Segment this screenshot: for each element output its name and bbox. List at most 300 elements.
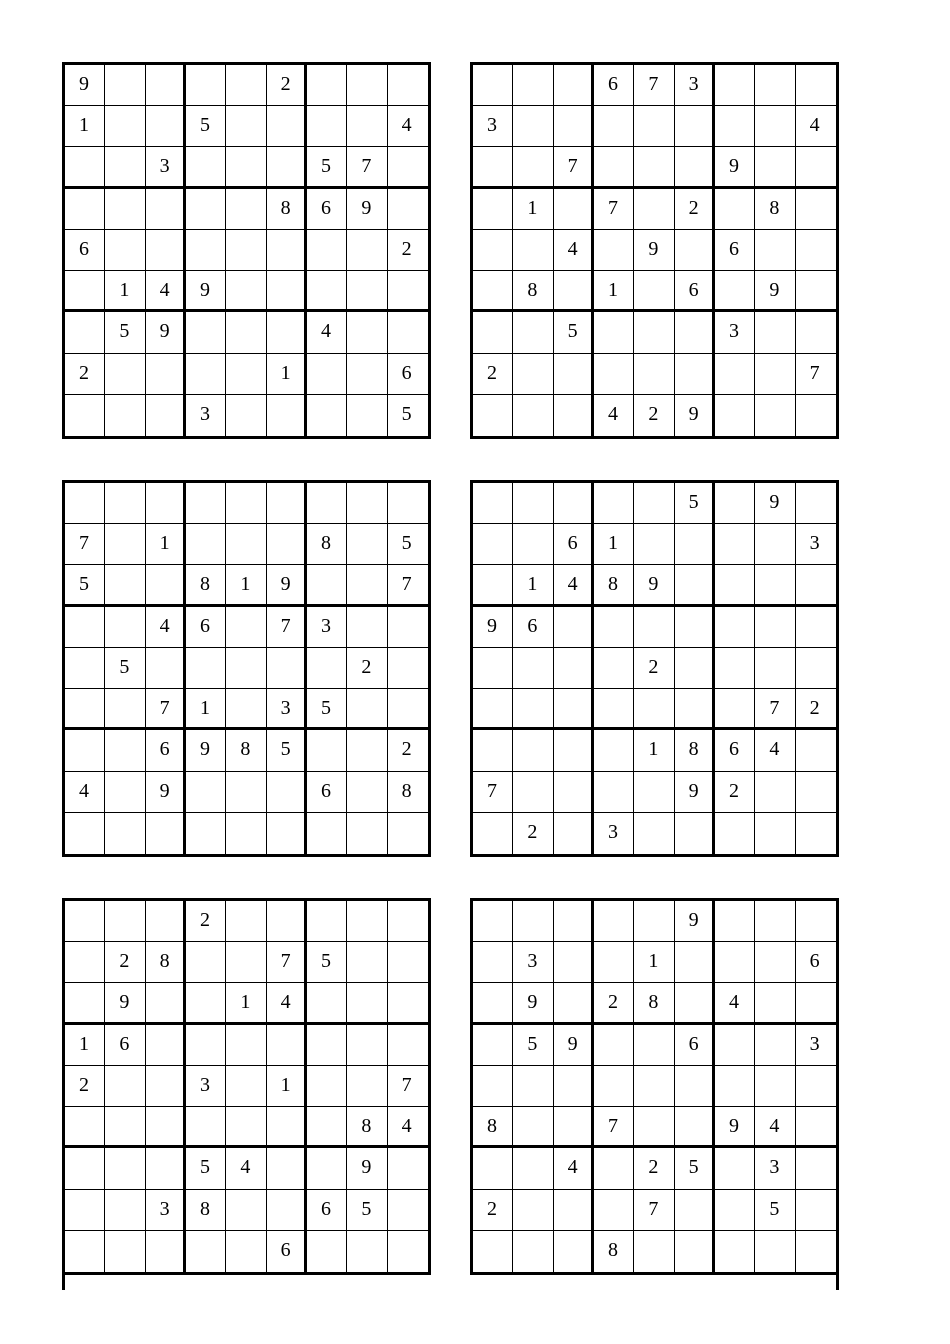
sudoku-cell	[554, 1107, 594, 1148]
sudoku-cell	[473, 189, 513, 230]
sudoku-cell	[513, 1148, 553, 1189]
sudoku-cell	[513, 689, 553, 730]
sudoku-cell: 9	[473, 607, 513, 648]
sudoku-cell	[796, 772, 836, 813]
sudoku-cell	[105, 607, 145, 648]
sudoku-cell: 6	[146, 730, 186, 771]
sudoku-cell	[226, 271, 266, 312]
sudoku-cell	[675, 1066, 715, 1107]
sudoku-cell	[347, 230, 387, 271]
sudoku-cell: 5	[307, 942, 347, 983]
sudoku-cell: 7	[65, 524, 105, 565]
sudoku-cell	[186, 1231, 226, 1272]
sudoku-cell	[796, 230, 836, 271]
sudoku-cell	[675, 565, 715, 606]
sudoku-cell: 9	[347, 1148, 387, 1189]
sudoku-cell: 9	[675, 395, 715, 436]
sudoku-cell: 6	[554, 524, 594, 565]
sudoku-cell	[146, 106, 186, 147]
sudoku-cell: 3	[755, 1148, 795, 1189]
sudoku-cell: 3	[267, 689, 307, 730]
sudoku-cell: 2	[513, 813, 553, 854]
sudoku-cell	[65, 648, 105, 689]
sudoku-cell: 9	[267, 565, 307, 606]
sudoku-cell	[554, 607, 594, 648]
sudoku-cell	[755, 1231, 795, 1272]
sudoku-cell	[715, 271, 755, 312]
sudoku-cell: 5	[307, 689, 347, 730]
sudoku-cell	[594, 106, 634, 147]
sudoku-cell: 2	[388, 730, 428, 771]
sudoku-cell	[65, 607, 105, 648]
sudoku-cell	[513, 772, 553, 813]
sudoku-cell: 2	[675, 189, 715, 230]
sudoku-cell	[513, 230, 553, 271]
sudoku-cell	[226, 813, 266, 854]
sudoku-cell	[226, 607, 266, 648]
sudoku-cell	[634, 106, 674, 147]
sudoku-cell: 2	[634, 1148, 674, 1189]
sudoku-cell	[146, 354, 186, 395]
sudoku-cell	[146, 813, 186, 854]
sudoku-cell	[226, 1231, 266, 1272]
sudoku-cell	[226, 772, 266, 813]
sudoku-cell: 7	[267, 942, 307, 983]
sudoku-cell: 1	[226, 983, 266, 1024]
sudoku-cell: 6	[675, 271, 715, 312]
sudoku-cell	[473, 483, 513, 524]
sudoku-cell: 8	[186, 1190, 226, 1231]
sudoku-cell	[796, 65, 836, 106]
sudoku-cell	[186, 189, 226, 230]
sudoku-cell	[796, 565, 836, 606]
sudoku-cell: 1	[513, 565, 553, 606]
sudoku-cell: 3	[186, 395, 226, 436]
sudoku-cell	[473, 524, 513, 565]
sudoku-cell	[105, 189, 145, 230]
sudoku-cell: 7	[267, 607, 307, 648]
sudoku-cell	[513, 1190, 553, 1231]
sudoku-cell	[755, 565, 795, 606]
sudoku-cell	[267, 395, 307, 436]
sudoku-cell: 2	[347, 648, 387, 689]
sudoku-cell: 6	[715, 230, 755, 271]
sudoku-cell	[513, 106, 553, 147]
sudoku-cell	[675, 983, 715, 1024]
sudoku-cell: 7	[594, 1107, 634, 1148]
sudoku-cell	[675, 1107, 715, 1148]
sudoku-cell	[347, 565, 387, 606]
sudoku-cell: 9	[347, 189, 387, 230]
sudoku-cell	[388, 1025, 428, 1066]
sudoku-cell	[186, 1025, 226, 1066]
sudoku-cell	[594, 648, 634, 689]
sudoku-cell	[347, 901, 387, 942]
sudoku-cell: 7	[796, 354, 836, 395]
sudoku-cell	[715, 648, 755, 689]
sudoku-cell	[755, 65, 795, 106]
sudoku-cell	[226, 1190, 266, 1231]
sudoku-cell	[675, 230, 715, 271]
sudoku-cell: 1	[267, 1066, 307, 1107]
grid-edge-stub-left	[62, 1274, 65, 1290]
sudoku-cell	[634, 271, 674, 312]
sudoku-cell: 9	[146, 312, 186, 353]
sudoku-cell	[388, 813, 428, 854]
sudoku-cell: 8	[307, 524, 347, 565]
sudoku-cell: 4	[388, 106, 428, 147]
sudoku-cell	[755, 901, 795, 942]
sudoku-cell	[594, 942, 634, 983]
sudoku-cell	[347, 271, 387, 312]
sudoku-cell: 4	[715, 983, 755, 1024]
sudoku-cell: 2	[105, 942, 145, 983]
sudoku-cell	[715, 689, 755, 730]
sudoku-cell: 2	[594, 983, 634, 1024]
sudoku-cell: 9	[146, 772, 186, 813]
sudoku-cell: 8	[594, 565, 634, 606]
sudoku-cell: 3	[473, 106, 513, 147]
sudoku-cell	[105, 230, 145, 271]
sudoku-cell	[226, 65, 266, 106]
sudoku-cell: 1	[105, 271, 145, 312]
sudoku-cell	[105, 395, 145, 436]
sudoku-cell	[307, 483, 347, 524]
sudoku-cell: 7	[594, 189, 634, 230]
sudoku-cell	[473, 648, 513, 689]
sudoku-cell	[267, 1190, 307, 1231]
sudoku-cell	[307, 1107, 347, 1148]
sudoku-cell	[554, 483, 594, 524]
sudoku-cell	[513, 1066, 553, 1107]
sudoku-cell: 9	[513, 983, 553, 1024]
sudoku-cell	[388, 483, 428, 524]
sudoku-cell: 7	[755, 689, 795, 730]
sudoku-cell	[65, 689, 105, 730]
sudoku-cell: 9	[634, 230, 674, 271]
sudoku-cell	[594, 483, 634, 524]
sudoku-cell	[307, 901, 347, 942]
sudoku-cell	[105, 354, 145, 395]
sudoku-cell	[347, 813, 387, 854]
sudoku-cell	[307, 813, 347, 854]
sudoku-cell	[267, 1148, 307, 1189]
sudoku-cell	[513, 354, 553, 395]
sudoku-cell: 8	[513, 271, 553, 312]
sudoku-cell	[554, 772, 594, 813]
sudoku-cell: 9	[755, 271, 795, 312]
sudoku-cell	[715, 189, 755, 230]
sudoku-cell	[307, 1231, 347, 1272]
sudoku-cell: 7	[146, 689, 186, 730]
sudoku-cell	[65, 983, 105, 1024]
sudoku-cell	[675, 648, 715, 689]
sudoku-cell	[594, 1066, 634, 1107]
sudoku-cell	[65, 813, 105, 854]
sudoku-cell: 5	[267, 730, 307, 771]
sudoku-cell	[755, 607, 795, 648]
sudoku-cell: 3	[513, 942, 553, 983]
sudoku-cell	[594, 230, 634, 271]
sudoku-cell	[554, 354, 594, 395]
sudoku-cell	[796, 813, 836, 854]
sudoku-cell: 1	[146, 524, 186, 565]
sudoku-cell: 1	[267, 354, 307, 395]
sudoku-cell	[513, 524, 553, 565]
sudoku-cell	[186, 813, 226, 854]
sudoku-cell	[347, 106, 387, 147]
sudoku-cell	[388, 1231, 428, 1272]
sudoku-cell	[186, 483, 226, 524]
sudoku-cell	[473, 730, 513, 771]
sudoku-cell	[554, 901, 594, 942]
sudoku-cell	[267, 271, 307, 312]
sudoku-cell: 3	[146, 1190, 186, 1231]
sudoku-cell	[715, 1231, 755, 1272]
sudoku-cell	[473, 230, 513, 271]
sudoku-cell	[267, 106, 307, 147]
sudoku-cell: 7	[634, 1190, 674, 1231]
sudoku-cell	[796, 189, 836, 230]
sudoku-cell	[634, 312, 674, 353]
sudoku-cell	[554, 983, 594, 1024]
sudoku-cell: 6	[186, 607, 226, 648]
sudoku-cell: 3	[307, 607, 347, 648]
sudoku-cell	[146, 1025, 186, 1066]
sudoku-cell	[186, 230, 226, 271]
sudoku-cell: 4	[594, 395, 634, 436]
sudoku-cell	[226, 483, 266, 524]
sudoku-cell	[226, 1025, 266, 1066]
sudoku-cell	[146, 230, 186, 271]
sudoku-cell	[267, 772, 307, 813]
sudoku-cell: 5	[675, 1148, 715, 1189]
sudoku-cell	[226, 354, 266, 395]
sudoku-cell	[307, 1066, 347, 1107]
sudoku-cell: 2	[634, 648, 674, 689]
sudoku-cell	[634, 147, 674, 188]
sudoku-cell	[634, 607, 674, 648]
sudoku-cell	[65, 395, 105, 436]
sudoku-cell	[594, 689, 634, 730]
sudoku-cell	[186, 147, 226, 188]
sudoku-cell	[307, 230, 347, 271]
sudoku-cell	[347, 312, 387, 353]
sudoku-cell	[226, 942, 266, 983]
sudoku-cell	[796, 1231, 836, 1272]
sudoku-cell: 5	[307, 147, 347, 188]
sudoku-cell	[105, 1231, 145, 1272]
sudoku-cell	[473, 65, 513, 106]
sudoku-cell	[594, 312, 634, 353]
sudoku-cell	[634, 189, 674, 230]
sudoku-cell	[755, 942, 795, 983]
sudoku-cell	[554, 271, 594, 312]
sudoku-cell	[307, 65, 347, 106]
sudoku-cell: 3	[146, 147, 186, 188]
sudoku-cell	[307, 395, 347, 436]
sudoku-cell: 2	[715, 772, 755, 813]
sudoku-cell	[796, 730, 836, 771]
sudoku-cell	[554, 1066, 594, 1107]
sudoku-cell	[146, 983, 186, 1024]
sudoku-cell	[226, 395, 266, 436]
sudoku-cell: 2	[65, 354, 105, 395]
sudoku-cell	[186, 772, 226, 813]
sudoku-cell	[65, 189, 105, 230]
sudoku-cell: 7	[634, 65, 674, 106]
sudoku-cell	[105, 565, 145, 606]
sudoku-cell: 6	[513, 607, 553, 648]
sudoku-cell	[554, 189, 594, 230]
sudoku-cell	[473, 1231, 513, 1272]
sudoku-cell: 3	[796, 1025, 836, 1066]
sudoku-cell	[473, 147, 513, 188]
sudoku-cell: 8	[473, 1107, 513, 1148]
sudoku-cell	[715, 395, 755, 436]
sudoku-cell	[796, 1148, 836, 1189]
sudoku-cell	[554, 689, 594, 730]
sudoku-cell: 2	[473, 354, 513, 395]
sudoku-cell	[226, 1107, 266, 1148]
sudoku-cell	[675, 1190, 715, 1231]
sudoku-cell	[554, 395, 594, 436]
sudoku-cell	[634, 1025, 674, 1066]
sudoku-cell	[105, 772, 145, 813]
sudoku-cell: 4	[267, 983, 307, 1024]
sudoku-cell: 5	[675, 483, 715, 524]
sudoku-cell: 4	[65, 772, 105, 813]
sudoku-cell	[347, 607, 387, 648]
sudoku-cell	[307, 106, 347, 147]
sudoku-cell	[388, 983, 428, 1024]
sudoku-cell	[755, 147, 795, 188]
sudoku-cell: 9	[186, 730, 226, 771]
sudoku-cell	[755, 354, 795, 395]
sudoku-cell	[347, 1025, 387, 1066]
sudoku-cell: 8	[347, 1107, 387, 1148]
sudoku-cell	[675, 813, 715, 854]
sudoku-cell: 7	[473, 772, 513, 813]
sudoku-cell	[715, 65, 755, 106]
sudoku-cell	[347, 942, 387, 983]
sudoku-cell	[105, 1190, 145, 1231]
sudoku-cell	[186, 312, 226, 353]
sudoku-cell	[226, 524, 266, 565]
sudoku-cell	[715, 1025, 755, 1066]
sudoku-cell	[105, 524, 145, 565]
sudoku-cell	[594, 772, 634, 813]
sudoku-cell	[755, 648, 795, 689]
sudoku-cell	[65, 942, 105, 983]
sudoku-cell	[307, 565, 347, 606]
sudoku-cell	[307, 1148, 347, 1189]
sudoku-cell	[473, 1066, 513, 1107]
sudoku-cell	[594, 1025, 634, 1066]
sudoku-cell	[146, 189, 186, 230]
sudoku-cell: 4	[554, 565, 594, 606]
sudoku-cell	[513, 483, 553, 524]
sudoku-cell	[675, 689, 715, 730]
sudoku-cell	[388, 271, 428, 312]
sudoku-cell	[146, 1148, 186, 1189]
sudoku-cell	[307, 648, 347, 689]
sudoku-cell: 9	[715, 1107, 755, 1148]
sudoku-cell	[473, 689, 513, 730]
sudoku-cell	[755, 772, 795, 813]
sudoku-grid-6	[470, 898, 839, 1275]
sudoku-cell: 2	[65, 1066, 105, 1107]
sudoku-cell: 4	[388, 1107, 428, 1148]
sudoku-cell	[146, 901, 186, 942]
sudoku-cell	[65, 1107, 105, 1148]
sudoku-cell	[267, 1107, 307, 1148]
sudoku-cell: 7	[554, 147, 594, 188]
sudoku-cell	[65, 1190, 105, 1231]
sudoku-cell	[513, 147, 553, 188]
sudoku-cell	[554, 106, 594, 147]
sudoku-cell	[307, 983, 347, 1024]
sudoku-cell: 5	[347, 1190, 387, 1231]
sudoku-grid-1	[62, 62, 431, 439]
sudoku-cell	[554, 942, 594, 983]
sudoku-cell: 8	[388, 772, 428, 813]
sudoku-cell	[755, 983, 795, 1024]
sudoku-cell	[554, 1231, 594, 1272]
sudoku-cell	[513, 1107, 553, 1148]
sudoku-cell	[105, 689, 145, 730]
sudoku-cell: 9	[675, 772, 715, 813]
sudoku-cell	[65, 147, 105, 188]
sudoku-cell	[755, 1025, 795, 1066]
sudoku-cell	[473, 395, 513, 436]
sudoku-cell	[715, 901, 755, 942]
sudoku-cell	[473, 813, 513, 854]
sudoku-cell: 8	[755, 189, 795, 230]
sudoku-cell	[715, 942, 755, 983]
sudoku-cell	[796, 147, 836, 188]
sudoku-cell	[388, 147, 428, 188]
sudoku-cell	[347, 483, 387, 524]
sudoku-cell: 3	[715, 312, 755, 353]
sudoku-cell	[473, 271, 513, 312]
sudoku-cell: 4	[307, 312, 347, 353]
sudoku-cell	[513, 395, 553, 436]
sudoku-cell	[226, 1066, 266, 1107]
sudoku-cell	[554, 648, 594, 689]
sudoku-cell	[388, 901, 428, 942]
sudoku-cell	[65, 312, 105, 353]
sudoku-cell	[267, 813, 307, 854]
sudoku-cell	[65, 901, 105, 942]
sudoku-cell	[105, 1148, 145, 1189]
sudoku-cell: 4	[554, 230, 594, 271]
sudoku-cell	[388, 607, 428, 648]
sudoku-cell	[473, 1148, 513, 1189]
sudoku-cell: 5	[65, 565, 105, 606]
sudoku-cell	[634, 1231, 674, 1272]
sudoku-cell	[347, 354, 387, 395]
sudoku-cell: 5	[513, 1025, 553, 1066]
sudoku-cell	[267, 483, 307, 524]
sudoku-cell: 1	[226, 565, 266, 606]
sudoku-cell	[307, 730, 347, 771]
sudoku-cell: 6	[796, 942, 836, 983]
sudoku-cell	[65, 1148, 105, 1189]
sudoku-cell	[796, 901, 836, 942]
sudoku-cell	[554, 730, 594, 771]
sudoku-cell	[634, 354, 674, 395]
